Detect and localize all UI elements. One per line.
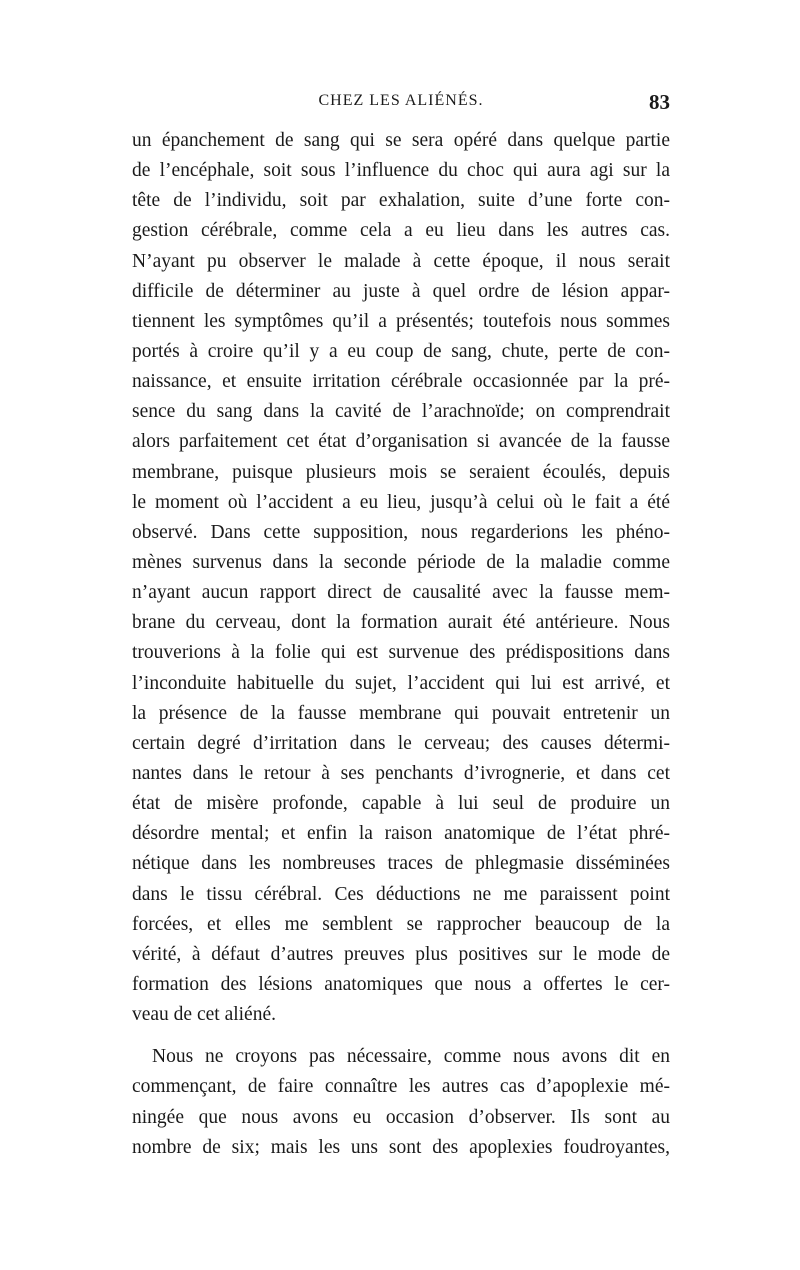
text-line: membrane, puisque plusieurs mois se seraient écoulés, depuis xyxy=(132,461,670,483)
text-line: portés à croire qu’il y a eu coup de sang, chute, perte de con- xyxy=(132,340,670,362)
text-line: brane du cerveau, dont la formation aurait été antérieure. Nous xyxy=(132,612,670,634)
text-line: difficile de déterminer au juste à quel ordre de lésion appar- xyxy=(132,280,670,302)
text-line: désordre mental; et enfin la raison anatomique de l’état phré- xyxy=(132,823,670,845)
text-line: ningée que nous avons eu occasion d’observer. Ils sont au xyxy=(132,1106,670,1128)
text-line: dans le tissu cérébral. Ces déductions ne me paraissent point xyxy=(132,883,670,905)
body-text xyxy=(132,126,670,1163)
paragraph xyxy=(132,1042,670,1163)
text-line: de l’encéphale, soit sous l’influence du choc qui aura agi sur la xyxy=(132,160,670,182)
text-line: certain degré d’irritation dans le cerveau; des causes détermi- xyxy=(132,732,670,754)
text-line: n’ayant aucun rapport direct de causalité avec la fausse mem- xyxy=(132,582,670,604)
text-line: observé. Dans cette supposition, nous regarderions les phéno- xyxy=(132,521,670,543)
text-line: nombre de six; mais les uns sont des apoplexies foudroyantes, xyxy=(132,1136,670,1158)
text-line: sence du sang dans la cavité de l’arachnoïde; on comprendrait xyxy=(132,401,670,423)
text-line: vérité, à défaut d’autres preuves plus positives sur le mode de xyxy=(132,943,670,965)
text-line: état de misère profonde, capable à lui seul de produire un xyxy=(132,793,670,815)
text-line: veau de cet aliéné. xyxy=(132,1004,276,1026)
running-title: CHEZ LES ALIÉNÉS. xyxy=(318,92,484,109)
text-line: le moment où l’accident a eu lieu, jusqu’à celui où le fait a été xyxy=(132,491,670,513)
text-line: l’inconduite habituelle du sujet, l’accident qui lui est arrivé, et xyxy=(132,672,670,694)
text-line: alors parfaitement cet état d’organisation si avancée de la fausse xyxy=(132,431,670,453)
text-line: commençant, de faire connaître les autres cas d’apoplexie mé- xyxy=(132,1076,670,1098)
text-line: formation des lésions anatomiques que nous a offertes le cer- xyxy=(132,973,670,995)
page-number: 83 xyxy=(649,90,670,114)
text-line: nantes dans le retour à ses penchants d’ivrognerie, et dans cet xyxy=(132,762,670,784)
paragraph-gap xyxy=(132,1030,670,1042)
text-line: forcées, et elles me semblent se rapprocher beaucoup de la xyxy=(132,913,670,935)
text-line: mènes survenus dans la seconde période de la maladie comme xyxy=(132,551,670,573)
text-line: gestion cérébrale, comme cela a eu lieu dans les autres cas. xyxy=(132,220,670,242)
text-line: N’ayant pu observer le malade à cette époque, il nous serait xyxy=(132,250,670,272)
text-line: naissance, et ensuite irritation cérébrale occasionnée par la pré- xyxy=(132,371,670,393)
text-line: nétique dans les nombreuses traces de phlegmasie disséminées xyxy=(132,853,670,875)
text-line: trouverions à la folie qui est survenue des prédispositions dans xyxy=(132,642,670,664)
paragraph xyxy=(132,126,670,1030)
text-line: Nous ne croyons pas nécessaire, comme nous avons dit en xyxy=(152,1046,670,1068)
text-line: la présence de la fausse membrane qui pouvait entretenir un xyxy=(132,702,670,724)
running-head xyxy=(132,92,670,116)
text-line: tiennent les symptômes qu’il a présentés; toutefois nous sommes xyxy=(132,310,670,332)
text-line: un épanchement de sang qui se sera opéré dans quelque partie xyxy=(132,130,670,151)
text-line: tête de l’individu, soit par exhalation, suite d’une forte con- xyxy=(132,190,670,212)
